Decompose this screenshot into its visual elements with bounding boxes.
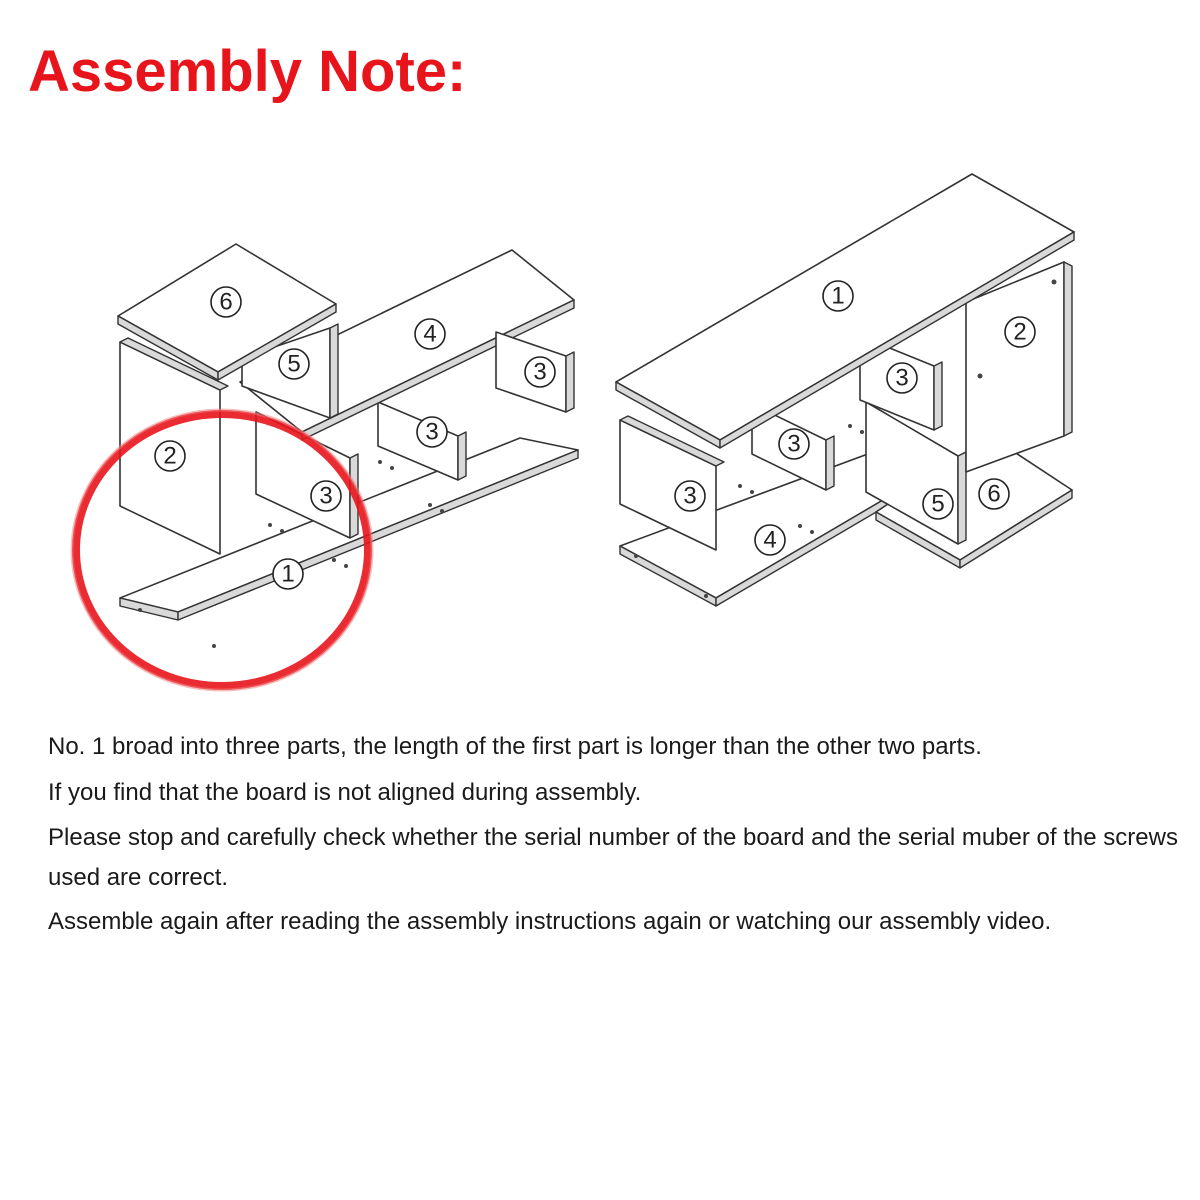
assembly-diagram-svg bbox=[0, 150, 1200, 710]
assembly-notes bbox=[48, 726, 1178, 946]
svg-text:6: 6 bbox=[219, 288, 233, 316]
left-label-4 bbox=[415, 319, 445, 349]
right-label-4 bbox=[755, 525, 785, 555]
left-label-3c bbox=[525, 357, 555, 387]
left-label-3a bbox=[311, 481, 341, 511]
left-exploded-view bbox=[72, 244, 578, 690]
left-label-2 bbox=[155, 441, 185, 471]
right-label-3c bbox=[887, 363, 917, 393]
note-line-3: Please stop and carefully check whether the serial number of the board and the serial muber of the screws used are correct. bbox=[48, 824, 1178, 891]
right-label-3b bbox=[779, 429, 809, 459]
svg-text:2: 2 bbox=[163, 442, 177, 470]
svg-text:3: 3 bbox=[787, 430, 801, 458]
svg-text:5: 5 bbox=[931, 490, 945, 518]
svg-text:5: 5 bbox=[287, 350, 301, 378]
svg-text:3: 3 bbox=[683, 482, 697, 510]
left-label-3b bbox=[417, 417, 447, 447]
note-line-2: If you find that the board is not aligned during assembly. bbox=[48, 779, 642, 806]
note-line-1: No. 1 broad into three parts, the length of the first part is longer than the other two parts. bbox=[48, 733, 982, 760]
svg-text:3: 3 bbox=[533, 358, 547, 386]
page-title: Assembly Note: bbox=[28, 39, 467, 104]
svg-text:3: 3 bbox=[895, 364, 909, 392]
right-label-6 bbox=[979, 479, 1009, 509]
svg-text:2: 2 bbox=[1013, 318, 1027, 346]
right-assembled-view bbox=[616, 174, 1074, 606]
right-label-1 bbox=[823, 281, 853, 311]
svg-text:3: 3 bbox=[319, 482, 333, 510]
right-label-5 bbox=[923, 489, 953, 519]
note-line-4: Assemble again after reading the assembly instructions again or watching our assembly video. bbox=[48, 908, 1052, 935]
right-label-2 bbox=[1005, 317, 1035, 347]
left-board-3b bbox=[378, 402, 458, 480]
left-label-1 bbox=[273, 559, 303, 589]
assembly-diagram bbox=[0, 150, 1200, 710]
svg-text:1: 1 bbox=[831, 282, 845, 310]
svg-text:4: 4 bbox=[423, 320, 437, 348]
right-label-3a bbox=[675, 481, 705, 511]
svg-text:1: 1 bbox=[281, 560, 295, 588]
left-label-5 bbox=[279, 349, 309, 379]
svg-text:3: 3 bbox=[425, 418, 439, 446]
svg-text:6: 6 bbox=[987, 480, 1001, 508]
left-label-6 bbox=[211, 287, 241, 317]
svg-text:4: 4 bbox=[763, 526, 777, 554]
